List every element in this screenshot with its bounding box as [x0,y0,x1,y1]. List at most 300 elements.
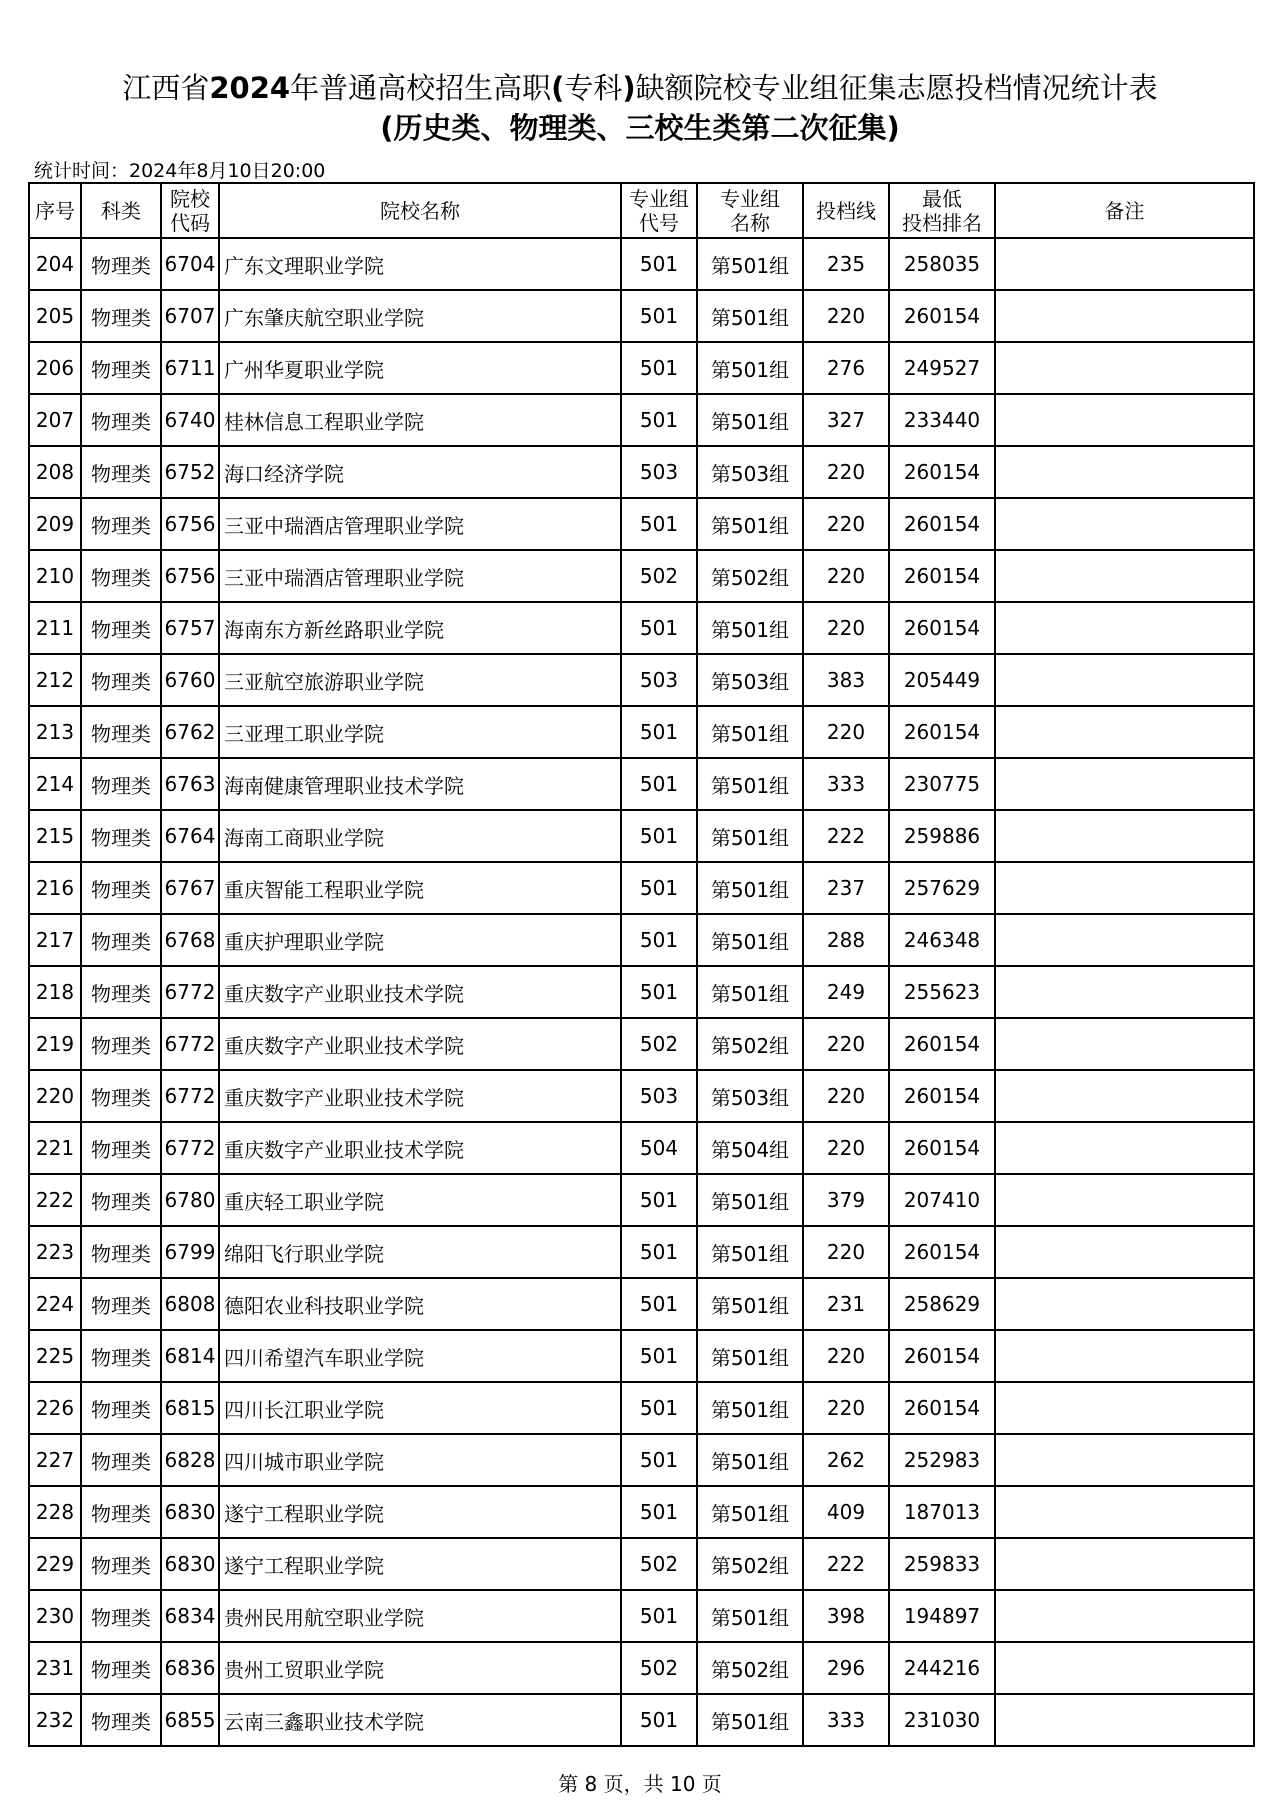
cell-seq: 222 [29,1174,81,1226]
table-row [29,290,1254,342]
cell-group-code: 501 [621,498,697,550]
cell-note [995,1486,1254,1538]
cell-school-name: 广州华夏职业学院 [219,342,621,394]
table-row [29,1226,1254,1278]
cell-group-code: 501 [621,1174,697,1226]
cell-note [995,342,1254,394]
cell-category: 物理类 [81,550,161,602]
title-text-d: 专科 [564,71,623,105]
cell-group-name: 第501组 [697,862,803,914]
table-header-row [29,183,1254,238]
cell-note [995,1070,1254,1122]
cell-group-name: 第501组 [697,498,803,550]
cell-school-code: 6772 [161,966,219,1018]
cell-group-code: 501 [621,1694,697,1746]
cell-score: 333 [803,1694,889,1746]
cell-school-name: 三亚理工职业学院 [219,706,621,758]
table-row [29,758,1254,810]
cell-school-code: 6763 [161,758,219,810]
cell-group-name: 第501组 [697,394,803,446]
cell-score: 409 [803,1486,889,1538]
table-row [29,394,1254,446]
cell-score: 262 [803,1434,889,1486]
cell-school-code: 6772 [161,1122,219,1174]
cell-group-name: 第501组 [697,1226,803,1278]
table-row [29,446,1254,498]
cell-school-name: 贵州工贸职业学院 [219,1642,621,1694]
header-group-name-line1: 专业组 [720,186,780,211]
header-note: 备注 [995,183,1254,238]
cell-seq: 224 [29,1278,81,1330]
header-school-code-line2: 代码 [170,210,210,235]
header-group-code-line2: 代号 [639,210,679,235]
table-row [29,706,1254,758]
statistics-time: 统计时间：2024年8月10日20:00 [34,160,326,182]
cell-school-name: 海南东方新丝路职业学院 [219,602,621,654]
cell-group-name: 第501组 [697,1486,803,1538]
cell-seq: 210 [29,550,81,602]
cell-note [995,238,1254,290]
cell-note [995,862,1254,914]
table-row [29,602,1254,654]
cell-rank: 260154 [889,498,995,550]
table-row [29,914,1254,966]
cell-category: 物理类 [81,342,161,394]
cell-seq: 205 [29,290,81,342]
cell-category: 物理类 [81,966,161,1018]
cell-rank: 252983 [889,1434,995,1486]
cell-note [995,446,1254,498]
cell-seq: 223 [29,1226,81,1278]
cell-group-name: 第501组 [697,1382,803,1434]
cell-school-name: 广东肇庆航空职业学院 [219,290,621,342]
cell-group-name: 第501组 [697,238,803,290]
cell-category: 物理类 [81,1122,161,1174]
cell-group-name: 第502组 [697,1018,803,1070]
title-text-f: 缺额院校专业组征集志愿投档情况统计表 [635,71,1158,105]
cell-group-name: 第503组 [697,654,803,706]
table-row [29,238,1254,290]
cell-note [995,1538,1254,1590]
cell-school-code: 6756 [161,498,219,550]
cell-category: 物理类 [81,1382,161,1434]
cell-group-code: 501 [621,706,697,758]
cell-category: 物理类 [81,446,161,498]
cell-school-code: 6762 [161,706,219,758]
cell-score: 288 [803,914,889,966]
cell-rank: 260154 [889,550,995,602]
cell-rank: 249527 [889,342,995,394]
cell-school-name: 重庆轻工职业学院 [219,1174,621,1226]
cell-rank: 233440 [889,394,995,446]
cell-school-code: 6707 [161,290,219,342]
cell-seq: 217 [29,914,81,966]
admission-table [28,182,1255,1747]
cell-school-name: 重庆数字产业职业技术学院 [219,1070,621,1122]
cell-seq: 230 [29,1590,81,1642]
cell-seq: 204 [29,238,81,290]
table-row [29,1590,1254,1642]
cell-note [995,810,1254,862]
cell-school-name: 海口经济学院 [219,446,621,498]
cell-school-name: 重庆数字产业职业技术学院 [219,1018,621,1070]
cell-group-code: 503 [621,1070,697,1122]
title-paren-open: ( [551,71,565,105]
cell-category: 物理类 [81,758,161,810]
header-seq: 序号 [29,183,81,238]
cell-score: 220 [803,290,889,342]
cell-rank: 246348 [889,914,995,966]
cell-school-name: 贵州民用航空职业学院 [219,1590,621,1642]
cell-school-name: 三亚中瑞酒店管理职业学院 [219,498,621,550]
table-row [29,342,1254,394]
cell-group-code: 503 [621,654,697,706]
cell-group-name: 第501组 [697,914,803,966]
table-row [29,810,1254,862]
cell-category: 物理类 [81,1330,161,1382]
cell-seq: 214 [29,758,81,810]
cell-group-name: 第504组 [697,1122,803,1174]
cell-seq: 229 [29,1538,81,1590]
cell-school-name: 重庆护理职业学院 [219,914,621,966]
cell-category: 物理类 [81,1642,161,1694]
cell-group-code: 503 [621,446,697,498]
title-paren-close: ) [622,71,636,105]
table-row [29,1434,1254,1486]
cell-score: 220 [803,1122,889,1174]
cell-note [995,394,1254,446]
cell-note [995,1642,1254,1694]
cell-rank: 260154 [889,602,995,654]
cell-category: 物理类 [81,238,161,290]
cell-rank: 230775 [889,758,995,810]
cell-group-name: 第501组 [697,1278,803,1330]
cell-school-code: 6772 [161,1070,219,1122]
cell-rank: 258035 [889,238,995,290]
cell-note [995,290,1254,342]
cell-note [995,602,1254,654]
cell-category: 物理类 [81,1538,161,1590]
cell-category: 物理类 [81,706,161,758]
cell-group-name: 第502组 [697,550,803,602]
cell-school-code: 6764 [161,810,219,862]
cell-score: 276 [803,342,889,394]
cell-group-name: 第501组 [697,810,803,862]
cell-school-code: 6855 [161,1694,219,1746]
cell-group-name: 第501组 [697,1590,803,1642]
cell-rank: 244216 [889,1642,995,1694]
header-group-code [621,183,697,238]
table-row [29,1694,1254,1746]
table-row [29,1122,1254,1174]
cell-group-name: 第501组 [697,342,803,394]
cell-note [995,914,1254,966]
cell-school-code: 6756 [161,550,219,602]
cell-school-name: 重庆数字产业职业技术学院 [219,1122,621,1174]
cell-rank: 260154 [889,1122,995,1174]
cell-seq: 206 [29,342,81,394]
cell-school-code: 6799 [161,1226,219,1278]
cell-rank: 260154 [889,1070,995,1122]
cell-school-name: 四川希望汽车职业学院 [219,1330,621,1382]
cell-group-code: 501 [621,758,697,810]
cell-rank: 207410 [889,1174,995,1226]
cell-seq: 231 [29,1642,81,1694]
cell-school-code: 6780 [161,1174,219,1226]
cell-school-name: 遂宁工程职业学院 [219,1486,621,1538]
cell-category: 物理类 [81,1694,161,1746]
cell-school-code: 6815 [161,1382,219,1434]
cell-seq: 227 [29,1434,81,1486]
cell-seq: 216 [29,862,81,914]
cell-group-code: 501 [621,290,697,342]
cell-rank: 259886 [889,810,995,862]
cell-note [995,1382,1254,1434]
cell-category: 物理类 [81,914,161,966]
cell-school-name: 德阳农业科技职业学院 [219,1278,621,1330]
cell-score: 220 [803,446,889,498]
cell-category: 物理类 [81,290,161,342]
cell-group-code: 501 [621,602,697,654]
header-school-code-line1: 院校 [170,186,210,211]
cell-note [995,1434,1254,1486]
cell-school-name: 三亚航空旅游职业学院 [219,654,621,706]
cell-score: 379 [803,1174,889,1226]
cell-category: 物理类 [81,1434,161,1486]
cell-group-name: 第501组 [697,290,803,342]
cell-group-code: 501 [621,394,697,446]
cell-rank: 260154 [889,706,995,758]
cell-group-code: 501 [621,1382,697,1434]
cell-rank: 260154 [889,290,995,342]
header-rank [889,183,995,238]
cell-school-code: 6752 [161,446,219,498]
cell-school-code: 6767 [161,862,219,914]
cell-group-name: 第501组 [697,1330,803,1382]
cell-seq: 209 [29,498,81,550]
cell-category: 物理类 [81,602,161,654]
cell-seq: 211 [29,602,81,654]
cell-seq: 228 [29,1486,81,1538]
cell-category: 物理类 [81,654,161,706]
cell-school-name: 海南健康管理职业技术学院 [219,758,621,810]
cell-school-name: 海南工商职业学院 [219,810,621,862]
cell-group-name: 第503组 [697,1070,803,1122]
title-text-b: 年普通高校招生高职 [290,71,552,105]
cell-rank: 260154 [889,446,995,498]
cell-school-code: 6704 [161,238,219,290]
cell-rank: 231030 [889,1694,995,1746]
header-category: 科类 [81,183,161,238]
cell-group-code: 501 [621,1226,697,1278]
cell-category: 物理类 [81,1226,161,1278]
cell-note [995,1018,1254,1070]
header-school-code [161,183,219,238]
cell-category: 物理类 [81,1018,161,1070]
cell-category: 物理类 [81,498,161,550]
header-score: 投档线 [803,183,889,238]
cell-note [995,550,1254,602]
cell-school-code: 6830 [161,1486,219,1538]
cell-score: 222 [803,810,889,862]
cell-rank: 194897 [889,1590,995,1642]
cell-school-name: 三亚中瑞酒店管理职业学院 [219,550,621,602]
table-row [29,1330,1254,1382]
cell-group-code: 501 [621,1486,697,1538]
cell-category: 物理类 [81,1174,161,1226]
cell-note [995,1330,1254,1382]
title-year: 2024 [209,71,291,105]
cell-group-code: 501 [621,862,697,914]
header-group-name-line2: 名称 [730,210,770,235]
cell-seq: 226 [29,1382,81,1434]
cell-school-code: 6772 [161,1018,219,1070]
cell-rank: 257629 [889,862,995,914]
table-row [29,862,1254,914]
cell-group-name: 第501组 [697,1694,803,1746]
cell-rank: 260154 [889,1330,995,1382]
cell-score: 222 [803,1538,889,1590]
document-title-line2: (历史类、物理类、三校生类第二次征集) [380,111,900,145]
cell-group-code: 502 [621,1018,697,1070]
cell-score: 237 [803,862,889,914]
cell-seq: 208 [29,446,81,498]
cell-score: 231 [803,1278,889,1330]
table-row [29,1486,1254,1538]
cell-school-code: 6768 [161,914,219,966]
cell-seq: 232 [29,1694,81,1746]
cell-note [995,966,1254,1018]
cell-group-name: 第501组 [697,1434,803,1486]
cell-note [995,1226,1254,1278]
table-row [29,498,1254,550]
cell-school-code: 6808 [161,1278,219,1330]
cell-group-code: 502 [621,1538,697,1590]
cell-score: 235 [803,238,889,290]
cell-school-code: 6757 [161,602,219,654]
cell-score: 220 [803,498,889,550]
cell-seq: 212 [29,654,81,706]
cell-score: 220 [803,706,889,758]
cell-score: 383 [803,654,889,706]
cell-score: 220 [803,1018,889,1070]
document-title-line1 [0,68,1280,108]
cell-group-code: 501 [621,810,697,862]
cell-school-name: 重庆智能工程职业学院 [219,862,621,914]
cell-note [995,1590,1254,1642]
cell-group-name: 第501组 [697,602,803,654]
cell-seq: 225 [29,1330,81,1382]
cell-category: 物理类 [81,862,161,914]
cell-note [995,1174,1254,1226]
table-row [29,1538,1254,1590]
header-group-name [697,183,803,238]
cell-school-code: 6834 [161,1590,219,1642]
table-row [29,1018,1254,1070]
cell-rank: 259833 [889,1538,995,1590]
cell-school-name: 绵阳飞行职业学院 [219,1226,621,1278]
cell-group-code: 501 [621,1434,697,1486]
cell-group-name: 第501组 [697,706,803,758]
cell-note [995,1122,1254,1174]
cell-score: 398 [803,1590,889,1642]
cell-school-code: 6760 [161,654,219,706]
cell-school-code: 6814 [161,1330,219,1382]
cell-school-code: 6740 [161,394,219,446]
cell-category: 物理类 [81,810,161,862]
table-row [29,966,1254,1018]
cell-group-code: 504 [621,1122,697,1174]
cell-note [995,654,1254,706]
cell-group-name: 第501组 [697,966,803,1018]
cell-school-name: 四川城市职业学院 [219,1434,621,1486]
cell-seq: 213 [29,706,81,758]
cell-note [995,706,1254,758]
table-row [29,1642,1254,1694]
cell-school-name: 遂宁工程职业学院 [219,1538,621,1590]
cell-group-code: 501 [621,342,697,394]
page-footer: 第 8 页，共 10 页 [558,1772,722,1796]
cell-category: 物理类 [81,1486,161,1538]
cell-school-name: 云南三鑫职业技术学院 [219,1694,621,1746]
cell-rank: 260154 [889,1382,995,1434]
cell-score: 249 [803,966,889,1018]
cell-seq: 218 [29,966,81,1018]
table-row [29,654,1254,706]
cell-score: 333 [803,758,889,810]
cell-category: 物理类 [81,1070,161,1122]
cell-group-name: 第502组 [697,1642,803,1694]
cell-seq: 219 [29,1018,81,1070]
header-rank-line1: 最低 [922,186,962,211]
cell-category: 物理类 [81,394,161,446]
cell-group-name: 第502组 [697,1538,803,1590]
cell-rank: 260154 [889,1226,995,1278]
cell-school-code: 6830 [161,1538,219,1590]
table-row [29,1174,1254,1226]
cell-seq: 221 [29,1122,81,1174]
cell-group-code: 501 [621,914,697,966]
cell-school-name: 桂林信息工程职业学院 [219,394,621,446]
table-row [29,1382,1254,1434]
header-rank-line2: 投档排名 [902,210,982,235]
title-text-a: 江西省 [122,71,210,105]
cell-score: 220 [803,1382,889,1434]
header-group-code-line1: 专业组 [629,186,689,211]
table-row [29,1278,1254,1330]
cell-seq: 220 [29,1070,81,1122]
cell-school-name: 重庆数字产业职业技术学院 [219,966,621,1018]
cell-note [995,1278,1254,1330]
cell-group-code: 502 [621,550,697,602]
table-body [29,238,1254,1746]
header-school-name: 院校名称 [219,183,621,238]
cell-school-code: 6836 [161,1642,219,1694]
cell-rank: 255623 [889,966,995,1018]
cell-score: 327 [803,394,889,446]
cell-category: 物理类 [81,1590,161,1642]
cell-score: 220 [803,1330,889,1382]
cell-group-code: 501 [621,966,697,1018]
cell-note [995,1694,1254,1746]
cell-group-code: 501 [621,1330,697,1382]
cell-group-code: 501 [621,1590,697,1642]
cell-group-name: 第501组 [697,1174,803,1226]
cell-school-code: 6828 [161,1434,219,1486]
cell-score: 220 [803,1070,889,1122]
cell-group-code: 501 [621,1278,697,1330]
cell-group-code: 502 [621,1642,697,1694]
